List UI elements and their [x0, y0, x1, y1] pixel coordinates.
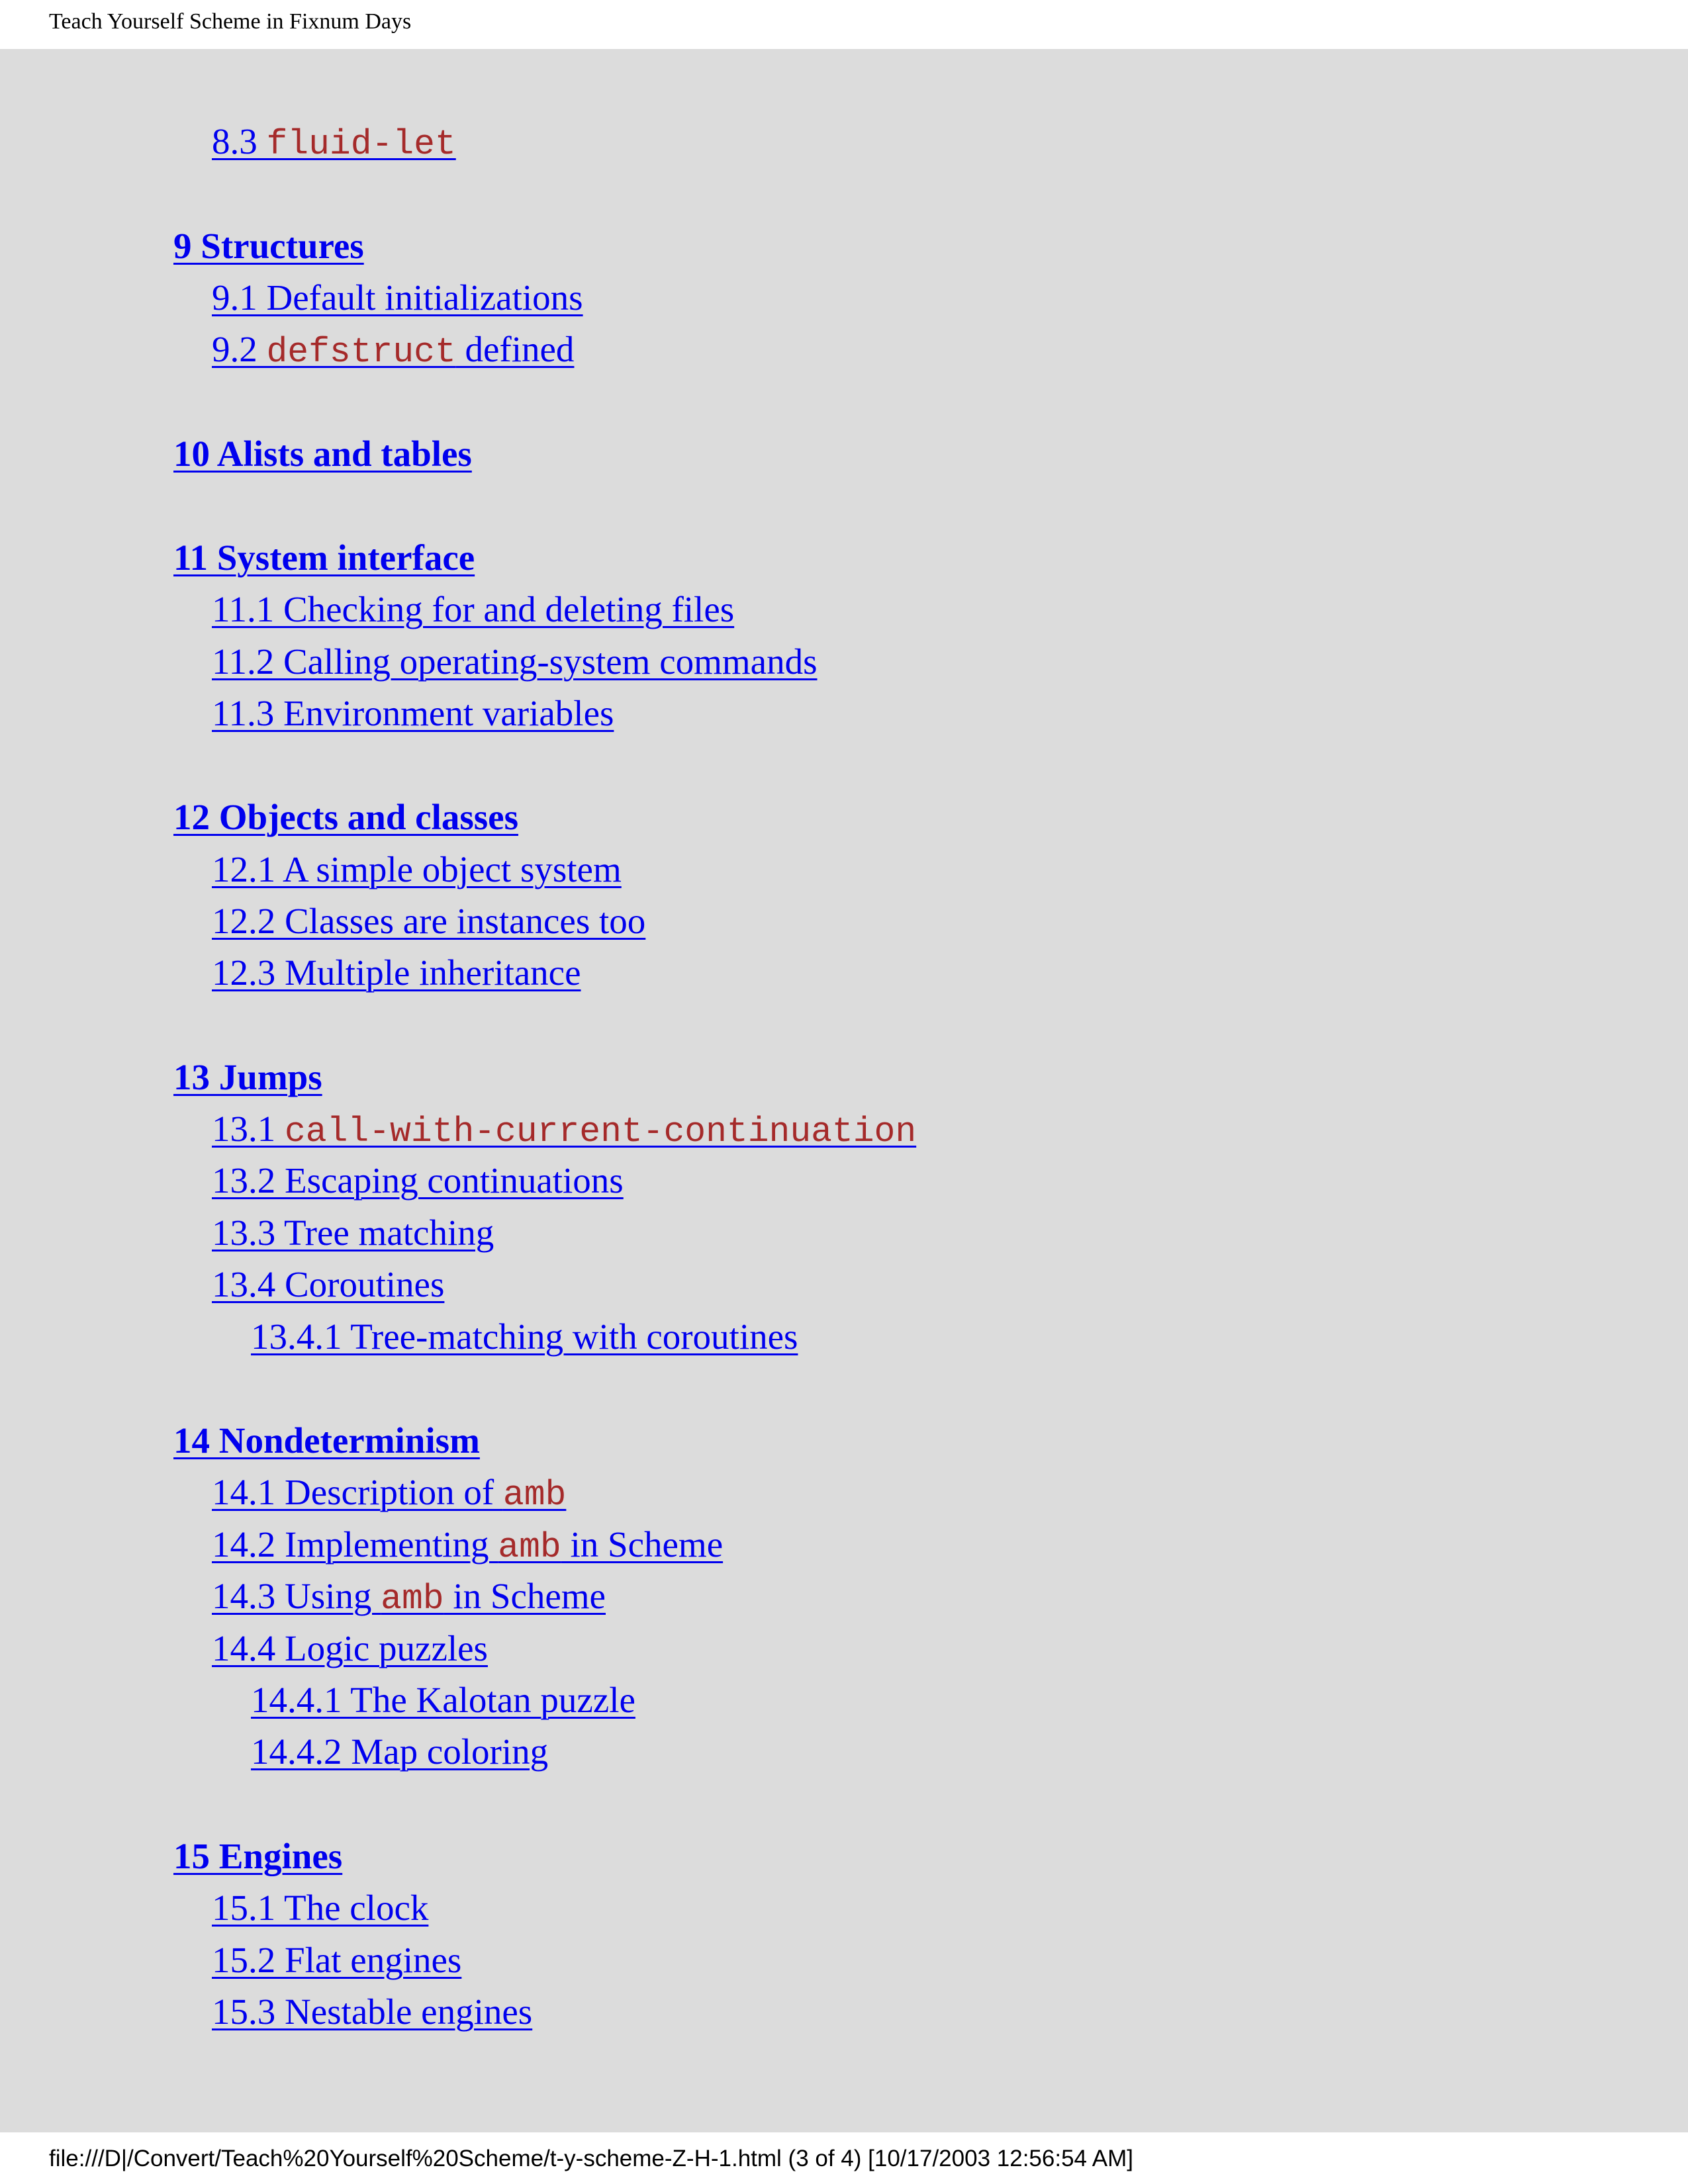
toc-link-12-3[interactable]: 12.3 Multiple inheritance	[212, 952, 581, 993]
toc-content	[0, 49, 1688, 2132]
toc-number: 14.2 Implementing	[212, 1524, 498, 1565]
toc-label-suffix: defined	[455, 329, 575, 369]
toc-link-13-4[interactable]: 13.4 Coroutines	[212, 1264, 445, 1304]
toc-link-15-2[interactable]: 15.2 Flat engines	[212, 1940, 462, 1980]
toc-link-14-3[interactable]	[212, 1578, 606, 1617]
toc-number: 14.3 Using	[212, 1576, 381, 1616]
toc-link-13-3[interactable]: 13.3 Tree matching	[212, 1212, 494, 1253]
toc-link-14-1[interactable]	[212, 1474, 566, 1513]
toc-link-chapter-12[interactable]: 12 Objects and classes	[173, 797, 518, 837]
page-header	[0, 0, 1688, 49]
toc-code: fluid-let	[266, 124, 456, 164]
toc-link-13-2[interactable]: 13.2 Escaping continuations	[212, 1160, 624, 1201]
toc-link-chapter-11[interactable]: 11 System interface	[173, 537, 475, 578]
header-title: Teach Yourself Scheme in Fixnum Days	[49, 9, 412, 34]
toc-link-chapter-10[interactable]: 10 Alists and tables	[173, 433, 472, 474]
toc-link-11-2[interactable]: 11.2 Calling operating-system commands	[212, 641, 818, 682]
toc-link-13-4-1[interactable]: 13.4.1 Tree-matching with coroutines	[251, 1316, 798, 1357]
toc-code: amb	[502, 1475, 567, 1515]
toc-number: 13.1	[212, 1109, 285, 1149]
toc-link-14-4-2[interactable]: 14.4.2 Map coloring	[251, 1731, 549, 1772]
toc-code: amb	[498, 1527, 561, 1567]
toc-link-8-3[interactable]	[212, 123, 456, 162]
page-footer	[0, 2132, 1688, 2184]
toc-link-9-1[interactable]: 9.1 Default initializations	[212, 277, 583, 318]
toc-code: amb	[381, 1579, 444, 1619]
toc-number: 8.3	[212, 121, 267, 161]
toc-link-13-1[interactable]	[212, 1111, 916, 1150]
toc-number: 9.2	[212, 329, 267, 369]
toc-link-11-3[interactable]: 11.3 Environment variables	[212, 693, 614, 733]
toc-code: call-with-current-continuation	[285, 1112, 917, 1152]
toc-link-chapter-14[interactable]: 14 Nondeterminism	[173, 1420, 480, 1461]
toc-number: 14.1 Description of	[212, 1472, 503, 1512]
toc-link-chapter-9[interactable]: 9 Structures	[173, 226, 364, 266]
toc-label-suffix: in Scheme	[561, 1524, 724, 1565]
toc-link-chapter-13[interactable]: 13 Jumps	[173, 1057, 322, 1097]
toc-link-chapter-15[interactable]: 15 Engines	[173, 1836, 343, 1876]
toc-link-14-4[interactable]: 14.4 Logic puzzles	[212, 1628, 488, 1668]
toc-link-15-3[interactable]: 15.3 Nestable engines	[212, 1991, 533, 2032]
toc-link-14-2[interactable]	[212, 1526, 723, 1565]
toc-label-suffix: in Scheme	[444, 1576, 606, 1616]
toc-link-9-2[interactable]	[212, 331, 574, 370]
toc-link-12-1[interactable]: 12.1 A simple object system	[212, 849, 622, 889]
toc-link-14-4-1[interactable]: 14.4.1 The Kalotan puzzle	[251, 1680, 635, 1720]
toc-link-15-1[interactable]: 15.1 The clock	[212, 1888, 429, 1928]
toc-link-12-2[interactable]: 12.2 Classes are instances too	[212, 901, 646, 941]
footer-url: file:///D|/Convert/Teach%20Yourself%20Scheme/t-y-scheme-Z-H-1.html (3 of 4) [10/17/2003 12:56:54 AM]	[49, 2146, 1134, 2171]
toc-code: defstruct	[266, 332, 456, 372]
toc-link-11-1[interactable]: 11.1 Checking for and deleting files	[212, 589, 735, 629]
